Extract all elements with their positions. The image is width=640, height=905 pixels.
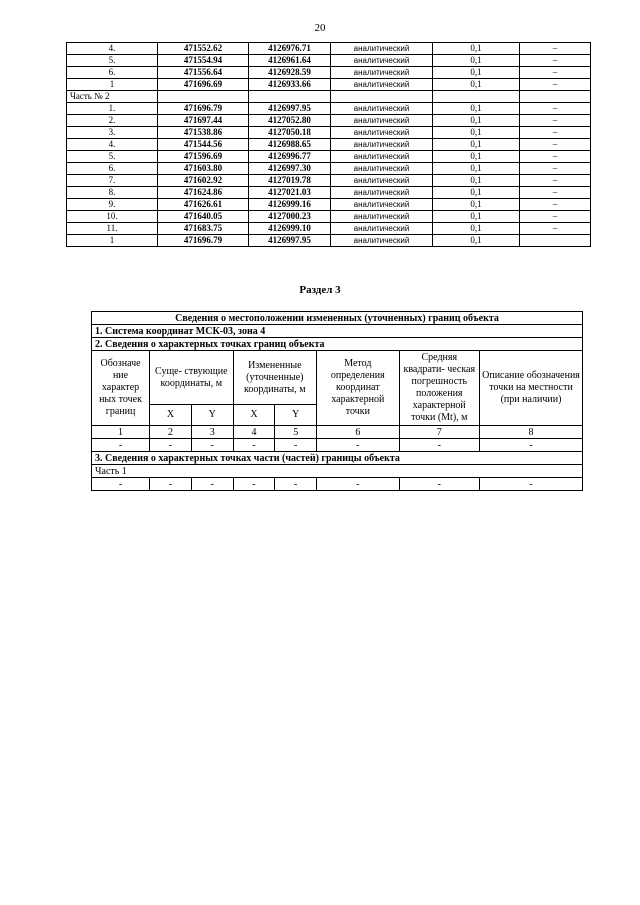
x-coordinate-cell: 471696.79 [158, 235, 249, 247]
y-coordinate-cell: 4126928.59 [249, 67, 331, 79]
accuracy-cell: 0,1 [433, 115, 520, 127]
empty-cell: - [233, 439, 275, 452]
x-coordinate-cell: 471624.86 [158, 187, 249, 199]
table-row [67, 127, 591, 139]
description-cell: – [520, 115, 591, 127]
empty-cell: - [92, 478, 150, 491]
accuracy-cell: 0,1 [433, 55, 520, 67]
points-info-line: 2. Сведения о характерных точках границ объекта [92, 338, 583, 351]
y-coordinate-cell: 4126997.30 [249, 163, 331, 175]
col-number: 7 [399, 426, 479, 439]
y-coordinate-cell: 4127000.23 [249, 211, 331, 223]
method-cell: аналитический [331, 163, 433, 175]
method-cell: аналитический [331, 127, 433, 139]
empty-cell [158, 91, 249, 103]
header-x2: X [233, 405, 275, 426]
description-cell: – [520, 187, 591, 199]
point-number-cell: 1 [67, 235, 158, 247]
description-cell [520, 235, 591, 247]
accuracy-cell: 0,1 [433, 211, 520, 223]
empty-cell: - [317, 439, 400, 452]
table-title: Сведения о местоположении измененных (уточненных) границ объекта [92, 312, 583, 325]
point-number-cell: 1. [67, 103, 158, 115]
accuracy-cell: 0,1 [433, 175, 520, 187]
accuracy-cell: 0,1 [433, 151, 520, 163]
table-row [67, 211, 591, 223]
table-row [67, 67, 591, 79]
method-cell: аналитический [331, 79, 433, 91]
accuracy-cell: 0,1 [433, 139, 520, 151]
section3-table [91, 311, 583, 491]
col-number: 6 [317, 426, 400, 439]
accuracy-cell: 0,1 [433, 223, 520, 235]
y-coordinate-cell: 4127021.03 [249, 187, 331, 199]
point-number-cell: 5. [67, 55, 158, 67]
table-row [67, 55, 591, 67]
empty-cell: - [92, 439, 150, 452]
col-number: 5 [275, 426, 317, 439]
table-row [67, 187, 591, 199]
description-cell: – [520, 103, 591, 115]
empty-cell: - [191, 478, 233, 491]
empty-cell [433, 91, 520, 103]
y-coordinate-cell: 4126997.95 [249, 235, 331, 247]
header-point-designation: Обозначе ние характер ных точек границ [92, 351, 150, 426]
method-cell: аналитический [331, 67, 433, 79]
accuracy-cell: 0,1 [433, 187, 520, 199]
method-cell: аналитический [331, 199, 433, 211]
empty-cell: - [233, 478, 275, 491]
col-number: 3 [191, 426, 233, 439]
point-number-cell: 11. [67, 223, 158, 235]
table-row [67, 199, 591, 211]
point-number-cell: 10. [67, 211, 158, 223]
part-label: Часть № 2 [67, 91, 158, 103]
point-number-cell: 4. [67, 139, 158, 151]
point-number-cell: 2. [67, 115, 158, 127]
table-row [67, 223, 591, 235]
empty-cell: - [191, 439, 233, 452]
y-coordinate-cell: 4126997.95 [249, 103, 331, 115]
table-row [67, 151, 591, 163]
x-coordinate-cell: 471683.75 [158, 223, 249, 235]
table-row [67, 235, 591, 247]
table-row [67, 79, 591, 91]
header-y2: Y [275, 405, 317, 426]
x-coordinate-cell: 471626.61 [158, 199, 249, 211]
point-number-cell: 6. [67, 163, 158, 175]
empty-cell: - [275, 478, 317, 491]
coordinate-system-line: 1. Система координат МСК-03, зона 4 [92, 325, 583, 338]
point-number-cell: 8. [67, 187, 158, 199]
y-coordinate-cell: 4126988.65 [249, 139, 331, 151]
header-changed-coords: Измененные (уточненные) координаты, м [233, 351, 317, 405]
point-number-cell: 5. [67, 151, 158, 163]
description-cell: – [520, 67, 591, 79]
point-number-cell: 4. [67, 43, 158, 55]
table-row [67, 175, 591, 187]
description-cell: – [520, 139, 591, 151]
method-cell: аналитический [331, 151, 433, 163]
y-coordinate-cell: 4126999.16 [249, 199, 331, 211]
empty-cell: - [150, 439, 192, 452]
parts-info-line: 3. Сведения о характерных точках части (частей) границы объекта [92, 452, 583, 465]
point-number-cell: 6. [67, 67, 158, 79]
method-cell: аналитический [331, 139, 433, 151]
method-cell: аналитический [331, 175, 433, 187]
point-number-cell: 7. [67, 175, 158, 187]
part-label: Часть 1 [92, 465, 583, 478]
section-title: Раздел 3 [299, 284, 341, 296]
x-coordinate-cell: 471554.94 [158, 55, 249, 67]
empty-cell: - [480, 439, 583, 452]
accuracy-cell: 0,1 [433, 127, 520, 139]
empty-cell: - [275, 439, 317, 452]
col-number: 1 [92, 426, 150, 439]
y-coordinate-cell: 4127019.78 [249, 175, 331, 187]
accuracy-cell: 0,1 [433, 67, 520, 79]
accuracy-cell: 0,1 [433, 199, 520, 211]
x-coordinate-cell: 471556.64 [158, 67, 249, 79]
x-coordinate-cell: 471696.69 [158, 79, 249, 91]
header-y: Y [191, 405, 233, 426]
header-existing-coords: Суще- ствующие координаты, м [150, 351, 234, 405]
method-cell: аналитический [331, 223, 433, 235]
empty-cell: - [399, 478, 479, 491]
empty-cell [249, 91, 331, 103]
description-cell: – [520, 199, 591, 211]
x-coordinate-cell: 471697.44 [158, 115, 249, 127]
empty-cell: - [399, 439, 479, 452]
method-cell: аналитический [331, 55, 433, 67]
description-cell: – [520, 175, 591, 187]
description-cell: – [520, 79, 591, 91]
header-description: Описание обозначения точки на местности (при наличии) [480, 351, 583, 426]
description-cell: – [520, 223, 591, 235]
description-cell: – [520, 127, 591, 139]
page-number: 20 [314, 22, 326, 34]
description-cell: – [520, 55, 591, 67]
method-cell: аналитический [331, 235, 433, 247]
x-coordinate-cell: 471602.92 [158, 175, 249, 187]
x-coordinate-cell: 471544.56 [158, 139, 249, 151]
table-row [67, 103, 591, 115]
col-number: 2 [150, 426, 192, 439]
description-cell: – [520, 151, 591, 163]
x-coordinate-cell: 471538.86 [158, 127, 249, 139]
header-x: X [150, 405, 192, 426]
header-method: Метод определения координат характерной точки [317, 351, 400, 426]
y-coordinate-cell: 4126996.77 [249, 151, 331, 163]
y-coordinate-cell: 4126999.10 [249, 223, 331, 235]
y-coordinate-cell: 4126961.64 [249, 55, 331, 67]
point-number-cell: 3. [67, 127, 158, 139]
accuracy-cell: 0,1 [433, 103, 520, 115]
accuracy-cell: 0,1 [433, 235, 520, 247]
table-row [67, 163, 591, 175]
description-cell: – [520, 43, 591, 55]
empty-cell: - [317, 478, 400, 491]
method-cell: аналитический [331, 103, 433, 115]
y-coordinate-cell: 4127052.80 [249, 115, 331, 127]
empty-cell [520, 91, 591, 103]
point-number-cell: 9. [67, 199, 158, 211]
x-coordinate-cell: 471603.80 [158, 163, 249, 175]
empty-cell [331, 91, 433, 103]
y-coordinate-cell: 4127050.18 [249, 127, 331, 139]
accuracy-cell: 0,1 [433, 163, 520, 175]
empty-cell: - [480, 478, 583, 491]
method-cell: аналитический [331, 211, 433, 223]
empty-cell: - [150, 478, 192, 491]
x-coordinate-cell: 471640.05 [158, 211, 249, 223]
description-cell: – [520, 211, 591, 223]
coordinates-table [66, 42, 591, 247]
table-row [67, 43, 591, 55]
method-cell: аналитический [331, 43, 433, 55]
x-coordinate-cell: 471596.69 [158, 151, 249, 163]
accuracy-cell: 0,1 [433, 79, 520, 91]
accuracy-cell: 0,1 [433, 43, 520, 55]
table-row [67, 139, 591, 151]
y-coordinate-cell: 4126976.71 [249, 43, 331, 55]
header-accuracy: Средняя квадрати- ческая погрешность положения характерной точки (Mt), м [399, 351, 479, 426]
method-cell: аналитический [331, 187, 433, 199]
point-number-cell: 1 [67, 79, 158, 91]
col-number: 8 [480, 426, 583, 439]
y-coordinate-cell: 4126933.66 [249, 79, 331, 91]
x-coordinate-cell: 471696.79 [158, 103, 249, 115]
table-row [67, 91, 591, 103]
x-coordinate-cell: 471552.62 [158, 43, 249, 55]
method-cell: аналитический [331, 115, 433, 127]
col-number: 4 [233, 426, 275, 439]
table-row [67, 115, 591, 127]
description-cell: – [520, 163, 591, 175]
